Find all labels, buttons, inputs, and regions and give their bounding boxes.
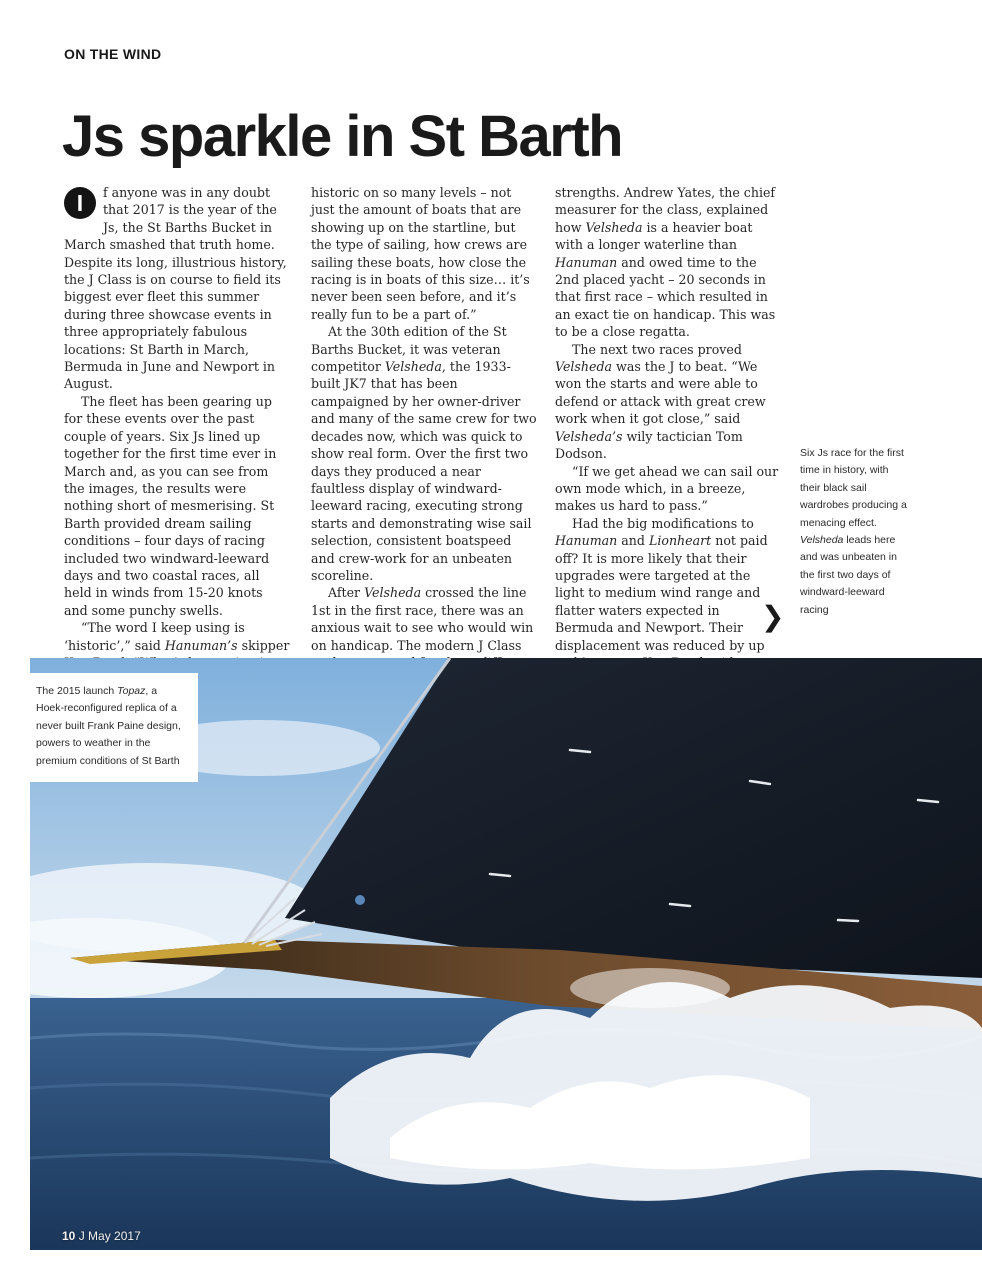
text-run: and owed time to the 2nd placed yacht – 20 seconds in that first race – which resulted in an exact tie on handicap. This was to be a close regatta.	[555, 254, 776, 340]
continue-arrow-icon: ❯	[761, 600, 785, 633]
drop-cap: I	[64, 187, 96, 219]
side-photo-caption	[800, 445, 910, 619]
article-paragraph	[555, 184, 781, 341]
boat-name: Velsheda’s	[555, 428, 623, 444]
boat-name: Velsheda	[364, 585, 422, 601]
boat-name: Lionheart	[648, 533, 712, 549]
photo-caption	[30, 673, 198, 782]
page-footer	[62, 1229, 141, 1243]
text-run: Six Js race for the first time in history, with their black sail wardrobes producing a menacing effect.	[800, 447, 907, 529]
article-paragraph	[311, 323, 537, 584]
article-paragraph: historic on so many levels – not just the amount of boats that are showing up on the startline, but the type of sailing, how crews are sailing these boats, how close the racing is in boats of this size… it’s never been seen before, and it’s really fun to be a part of.”	[311, 185, 530, 322]
text-run: At the 30th edition of the St Barths Bucket, it was veteran competitor	[311, 324, 507, 375]
text-run: Had the big modifications to	[572, 515, 754, 531]
article-column-2	[311, 184, 537, 689]
text-run: , a Hoek-reconfigured replica of a never built Frank Paine design, powers to weather in the premium conditions of St Barth	[36, 685, 181, 767]
issue-date: J May 2017	[78, 1229, 141, 1243]
paragraph-text: f anyone was in any doubt that 2017 is the year of the Js, the St Barths Bucket in March smashed that truth home. Despite its long, illustrious history, the J Class is on course to field its biggest ever fleet this summer during three showcase events in three appropriately fabulous locations: St Barth in March, Bermuda in June and Newport in August.	[64, 185, 287, 392]
article-paragraph: The fleet has been gearing up for these events over the past couple of years. Six Js lined up together for the first time ever in March and, as you can see from the images, the results were nothing short of mesmerising. St Barth provided dream sailing conditions – four days of racing included two windward-leeward days and two coastal races, all held in winds from 15-20 knots and some punchy swells.	[64, 393, 277, 618]
text-run: After	[328, 585, 365, 601]
text-run: strengths. Andrew Yates, the chief measurer for the class, explained how	[555, 185, 776, 235]
text-run: was the J to beat. “We won the starts and were able to defend or attack with great crew work when it got close,” said	[555, 359, 766, 427]
text-run: is a heavier boat with a longer waterline than	[555, 219, 753, 253]
text-run: wily tactician Tom Dodson.	[555, 428, 743, 462]
article-headline: Js sparkle in St Barth	[62, 104, 623, 169]
page-number: 10	[62, 1229, 76, 1243]
text-run: and	[617, 533, 649, 549]
text-run: crossed the line 1st in the first race, there was an anxious wait to see who would win on handicap. The modern J Class	[311, 585, 534, 653]
boat-name: Hanuman’s	[164, 637, 238, 653]
article-column-1	[64, 184, 290, 689]
boat-name: Velsheda	[555, 359, 613, 375]
text-run: leads here and was unbeaten in the first two days of windward-leeward racing	[800, 534, 897, 616]
boat-name: Velsheda	[800, 534, 844, 547]
boat-name: Velsheda	[384, 359, 442, 375]
text-run: The next two races proved	[572, 341, 742, 357]
boat-name: Topaz	[117, 685, 146, 697]
text-run: not paid off? It is more likely that their upgrades were targeted at the light to medium wind range and flatter waters expected in Bermuda and Newport. Their displacement was reduced by up	[555, 533, 768, 653]
article-paragraph	[64, 184, 290, 393]
article-paragraph: “If we get ahead we can sail our own mode which, in a breeze, makes us hard to pass.”	[555, 463, 779, 514]
article-column-3	[555, 184, 781, 689]
section-label: ON THE WIND	[64, 46, 162, 62]
text-run: , the 1933-built JK7 that has been campaigned by her owner-driver and many of the same crew for two decades now, which was quick to show real form. Over the first two days they produced a near faultless display of windward-leeward racing, executing strong starts and demonstrating wise sail selection, consistent boatspeed and crew-work for an unbeaten scoreline.	[311, 359, 537, 583]
boat-name: Hanuman	[555, 254, 618, 270]
boat-name: Velsheda	[585, 219, 643, 235]
boat-name: Hanuman	[555, 533, 618, 549]
text-run: The 2015 launch	[36, 685, 118, 697]
text-run: skipper	[241, 637, 290, 653]
text-run: “The word I keep using is ‘historic’,” said	[64, 620, 245, 653]
article-paragraph	[555, 341, 781, 463]
